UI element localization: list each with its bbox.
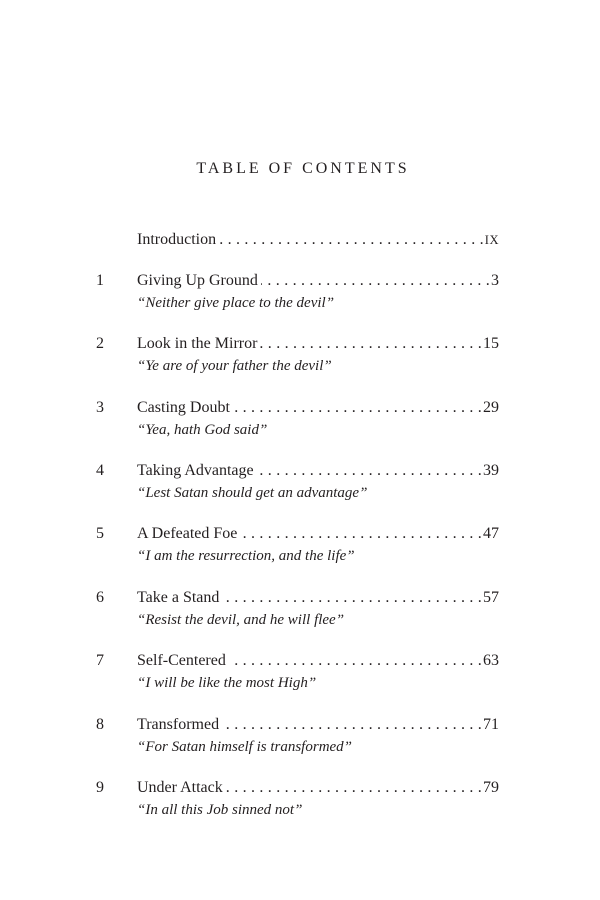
toc-entry-line [137,398,499,418]
chapter-number: 9 [96,779,104,796]
dot-leader [222,715,482,735]
entry-page-number: 63 [483,652,499,669]
entry-title: Introduction [137,231,217,248]
page-title: TABLE OF CONTENTS [196,160,410,177]
chapter-number: 4 [96,462,104,479]
entry-title: Under Attack [137,779,223,796]
dot-leader [229,651,482,671]
entry-subtitle: “For Satan himself is transformed” [137,739,353,755]
entry-title: Taking Advantage [137,462,254,479]
entry-subtitle: “In all this Job sinned not” [137,802,303,818]
toc-entry-line [137,334,499,354]
chapter-number: 1 [96,272,104,289]
entry-subtitle: “Neither give place to the devil” [137,295,335,311]
entry-page-number: 3 [491,272,499,289]
toc-entry-line [137,271,499,291]
entry-subtitle: “Yea, hath God said” [137,422,268,438]
dot-leader [257,461,482,481]
toc-entry-chapter-7 [0,651,600,701]
entry-page-number: 57 [483,589,499,606]
toc-entry-chapter-5 [0,524,600,574]
entry-subtitle: “I am the resurrection, and the life” [137,548,355,564]
dot-leader [240,524,482,544]
toc-entry-chapter-3 [0,398,600,448]
chapter-number: 6 [96,589,104,606]
entry-title: A Defeated Foe [137,525,238,542]
dot-leader [260,334,482,354]
toc-entry-chapter-2 [0,334,600,384]
toc-entry-chapter-6 [0,588,600,638]
toc-entry-chapter-8 [0,715,600,765]
dot-leader [233,398,482,418]
toc-entry-line [137,230,499,250]
toc-entry-line [137,715,499,735]
entry-title: Look in the Mirror [137,335,258,352]
chapter-number: 2 [96,335,104,352]
toc-entry-line [137,651,499,671]
entry-page-number: IX [484,233,499,247]
entry-title: Giving Up Ground [137,272,258,289]
chapter-number: 5 [96,525,104,542]
entry-title: Self-Centered [137,652,226,669]
entry-title: Take a Stand [137,589,220,606]
toc-entry-chapter-4 [0,461,600,511]
entry-page-number: 39 [483,462,499,479]
entry-page-number: 79 [483,779,499,796]
dot-leader [261,271,490,291]
toc-entry-line [137,588,499,608]
entry-subtitle: “I will be like the most High” [137,675,317,691]
entry-page-number: 15 [483,335,499,352]
entry-title: Casting Doubt [137,399,230,416]
dot-leader [222,588,482,608]
entry-page-number: 71 [483,716,499,733]
entry-page-number: 47 [483,525,499,542]
dot-leader [226,778,482,798]
entry-title: Transformed [137,716,220,733]
toc-entry-line [137,778,499,798]
chapter-number: 8 [96,716,104,733]
chapter-number: 3 [96,399,104,416]
entry-subtitle: “Lest Satan should get an advantage” [137,485,368,501]
dot-leader [219,230,484,250]
toc-entry-chapter-1 [0,271,600,321]
entry-subtitle: “Ye are of your father the devil” [137,358,332,374]
toc-entry-line [137,524,499,544]
toc-entry-chapter-9 [0,778,600,828]
toc-entry-line [137,461,499,481]
chapter-number: 7 [96,652,104,669]
entry-subtitle: “Resist the devil, and he will flee” [137,612,345,628]
entry-page-number: 29 [483,399,499,416]
